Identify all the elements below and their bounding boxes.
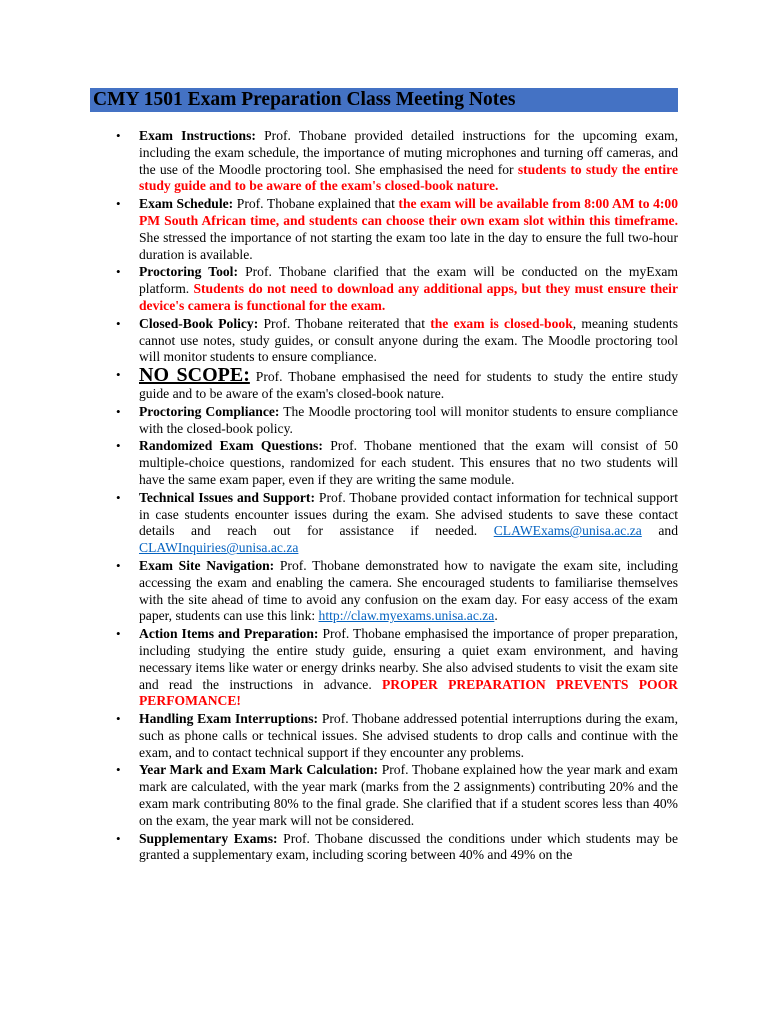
note-text: Prof. Thobane mentioned that the exam will consist of 50 multiple-choice questions, randomized for each student. This ensures that no two students will have the same exam paper, even if they are writing the same module. — [139, 438, 678, 487]
note-text: Prof. Thobane discussed the conditions under which students may be granted a supplementary exam, including scoring between 40% and 49% on the — [139, 830, 678, 863]
note-term: NO SCOPE: — [139, 364, 250, 387]
note-emphasis: PROPER PREPARATION PREVENTS POOR PERFOMANCE! — [139, 676, 678, 709]
exam-site-link[interactable]: http://claw.myexams.unisa.ac.za — [318, 608, 495, 624]
note-text: Prof. Thobane demonstrated how to navigate the exam site, including accessing the exam and enabling the camera. She encouraged students to familiarise themselves with the site ahead of time to avoid any confusion on the exam day. For easy access of the exam paper, students can use this link: — [139, 557, 678, 624]
note-term: Exam Instructions: — [139, 128, 256, 143]
note-emphasis: the exam is closed-book — [430, 315, 573, 331]
note-text: . — [494, 608, 498, 624]
note-term: Randomized Exam Questions: — [139, 438, 323, 454]
note-emphasis: students to study the entire study guide and to be aware of the exam's closed-book nature. — [139, 161, 678, 194]
note-no-scope — [91, 364, 679, 403]
note-term: Year Mark and Exam Mark Calculation: — [139, 762, 379, 778]
note-text: Prof. Thobane explained that — [233, 196, 399, 212]
note-term: Supplementary Exams: — [139, 830, 278, 846]
note-proctoring-tool — [91, 264, 678, 314]
note-exam-interruptions — [91, 711, 678, 761]
note-term: Exam Site Navigation: — [139, 557, 275, 573]
note-exam-schedule — [91, 196, 678, 263]
note-supplementary-exams — [91, 831, 678, 865]
note-text: Prof. Thobane addressed potential interruptions during the exam, such as phone calls or technical issues. She advised students to drop calls and continue with the exam, and to contact technical support if they encounter any problems. — [139, 711, 678, 760]
note-term: Exam Schedule: — [139, 196, 234, 212]
note-term: Technical Issues and Support: — [139, 489, 315, 505]
email-link-exams[interactable]: CLAWExams@unisa.ac.za — [493, 523, 642, 539]
note-emphasis: the exam will be available from 8:00 AM to 4:00 PM South African time, and students can choose their own exam slot within this timeframe. — [139, 196, 678, 228]
note-text: Prof. Thobane explained how the year mark and exam mark are calculated, with the year mark (marks from the 2 assignments) contributing 20% and the exam mark contributing 80% to the final grade. She clarified that if a student scores less than 40% on the exam, the year mark will not be considered. — [139, 762, 678, 828]
document-title: CMY 1501 Exam Preparation Class Meeting Notes — [90, 88, 678, 112]
note-text: Prof. Thobane provided contact information for technical support in case students encounter issues during the exam. She advised students to save these contact details and reach out for assistance if needed. — [139, 489, 678, 539]
note-randomized-questions — [91, 438, 678, 488]
note-term: Proctoring Tool: — [139, 264, 238, 280]
note-text: Prof. Thobane clarified that the exam will be conducted on the myExam platform. — [139, 264, 678, 297]
note-proctoring-compliance — [91, 404, 678, 438]
note-text: Prof. Thobane reiterated that — [258, 315, 431, 331]
notes-list — [91, 128, 678, 865]
note-exam-site-navigation — [91, 558, 678, 625]
note-term: Action Items and Preparation: — [139, 626, 319, 642]
note-closed-book-policy — [91, 316, 678, 366]
note-text: The Moodle proctoring tool will monitor students to ensure compliance with the closed-book policy. — [139, 403, 678, 436]
note-text: and — [641, 523, 678, 539]
note-term: Closed-Book Policy: — [139, 315, 259, 331]
note-text: Prof. Thobane emphasised the need for students to study the entire study guide and to be aware of the exam's closed-book nature. — [139, 369, 679, 401]
note-text: Prof. Thobane emphasised the importance of proper preparation, including studying the entire study guide, ensuring a quiet exam environment, and having necessary items like water or energy drinks nearby. She also advised students to visit the exam site and read the instructions in advance. — [139, 626, 678, 692]
note-mark-calculation — [91, 762, 678, 829]
note-text: Prof. Thobane provided detailed instructions for the upcoming exam, including the exam schedule, the importance of muting microphones and turning off cameras, and the use of the Moodle proctoring tool. She emphasised the need for — [139, 128, 679, 177]
note-text: , meaning students cannot use notes, study guides, or consult anyone during the exam. The Moodle proctoring tool will monitor students to ensure compliance. — [139, 315, 678, 365]
note-exam-instructions — [91, 128, 678, 195]
note-technical-support — [91, 490, 678, 557]
email-link-inquiries[interactable]: CLAWInquiries@unisa.ac.za — [139, 540, 299, 556]
note-action-items — [91, 626, 678, 710]
note-term: Proctoring Compliance: — [139, 403, 280, 419]
note-emphasis: Students do not need to download any additional apps, but they must ensure their device's camera is functional for the exam. — [139, 281, 678, 313]
note-text: She stressed the importance of not starting the exam too late in the day to ensure the full two-hour duration is available. — [139, 229, 678, 262]
note-term: Handling Exam Interruptions: — [139, 711, 319, 727]
